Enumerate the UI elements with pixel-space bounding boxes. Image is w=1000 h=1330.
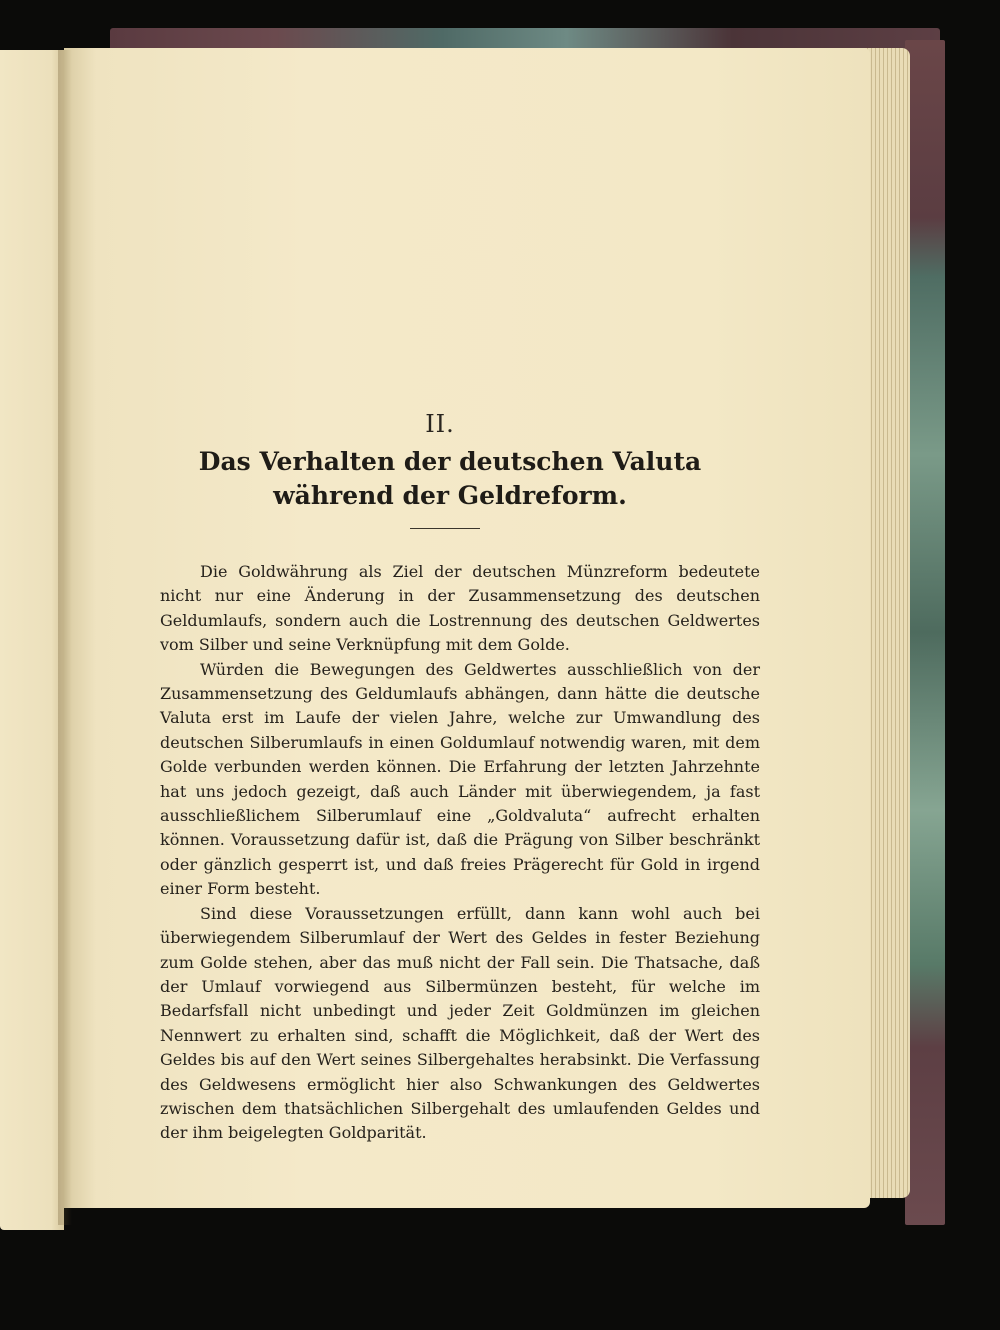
paragraph-1: Die Goldwährung als Ziel der deutschen Münzreform bedeutete nicht nur eine Änderung in der Zusammensetzung des deutschen Geldumlaufs, sondern auch die Lostrennung des deutschen Geldwertes vom Silber und seine Verknüpfung mit dem Golde. — [160, 562, 760, 655]
body-text — [160, 560, 760, 1146]
left-page — [0, 50, 64, 1230]
chapter-number: II. — [425, 410, 455, 438]
paragraph-3: Sind diese Voraussetzungen erfüllt, dann kann wohl auch bei überwiegendem Silberumlauf der Wert des Geldes in fester Beziehung zum Golde stehen, aber das muß nicht der Fall sein. Die Thatsache, daß der Umlauf vorwiegend aus Silbermünzen besteht, für welche im Bedarfsfall nicht unbedingt und jeder Zeit Goldmünzen im gleichen Nennwert zu erhalten sind, schafft die Möglichkeit, daß der Wert des Geldes bis auf den Wert seines Silbergehaltes herabsinkt. Die Verfassung des Geldwesens ermöglicht hier also Schwankungen des Geldwertes zwischen dem thatsächlichen Silbergehalt des umlaufenden Geldes und der ihm beigelegten Goldparität. — [160, 903, 760, 1143]
title-divider-rule — [410, 528, 480, 529]
book-cover-right-edge — [905, 40, 945, 1225]
chapter-title: Das Verhalten der deutschen Valuta während der Geldreform. — [198, 447, 702, 510]
gutter-shadow — [58, 50, 72, 1225]
paragraph-2: Würden die Bewegungen des Geldwertes ausschließlich von der Zusammensetzung des Geldumlaufs abhängen, dann hätte die deutsche Valuta erst im Laufe der vielen Jahre, welche zur Umwandlung des deutschen Silberumlaufs in einen Goldumlauf notwendig waren, mit dem Golde verbunden werden können. Die Erfahrung der letzten Jahrzehnte hat uns jedoch gezeigt, daß auch Länder mit überwiegendem, ja fast ausschließlichem Silberumlauf eine „Goldvaluta“ aufrecht erhalten können. Voraussetzung dafür ist, daß die Prägung von Silber beschränkt oder gänzlich gesperrt ist, und daß freies Prägerecht für Gold in irgend einer Form besteht. — [160, 659, 760, 899]
